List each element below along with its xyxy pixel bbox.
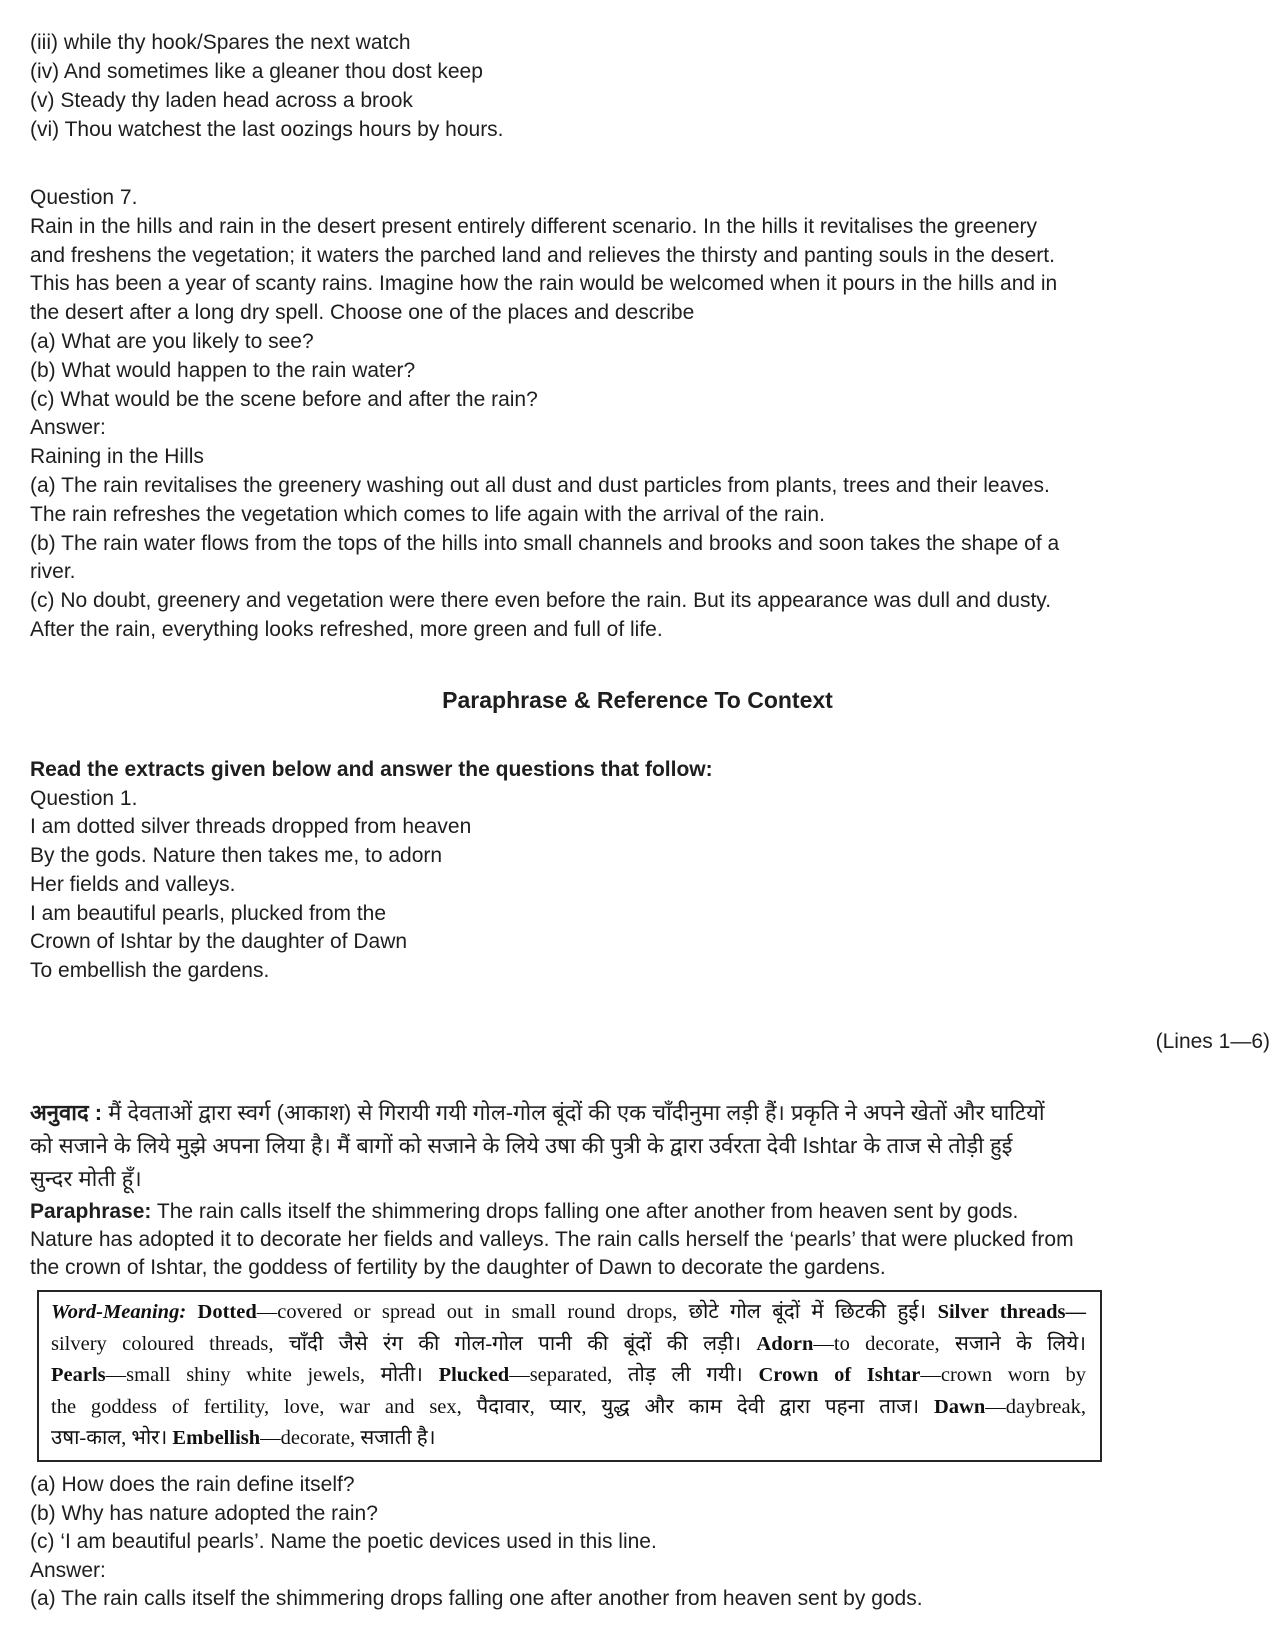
question7-answer-line: (a) The rain revitalises the greenery washing out all dust and dust particles from plants, trees and their leaves.: [30, 473, 1050, 497]
question1-followup-block: [30, 1471, 923, 1614]
word-meaning-text: silvery coloured threads,: [51, 1332, 289, 1355]
paraphrase-line: [30, 1198, 1074, 1226]
quote-line: (vi) Thou watchest the last oozings hours by hours.: [30, 118, 504, 141]
word-meaning-line: [51, 1297, 1086, 1329]
word-meaning-term: Plucked: [438, 1364, 510, 1387]
anuvad-line: [30, 1096, 1045, 1129]
word-meaning-line: [51, 1392, 1086, 1424]
anuvad-label: अनुवाद :: [30, 1100, 103, 1125]
poem-line: To embellish the gardens.: [30, 958, 270, 982]
word-meaning-text: —daybreak,: [985, 1395, 1086, 1418]
anuvad-line: सुन्दर मोती हूँ।: [30, 1166, 142, 1191]
word-meaning-text: —separated,: [509, 1364, 628, 1387]
question7-body-line: Rain in the hills and rain in the desert present entirely different scenario. In the hills it revitalises the greenery: [30, 214, 1037, 238]
question1-subquestions: [30, 1471, 923, 1557]
question7-subquestion: (c) What would be the scene before and after the rain?: [30, 387, 538, 411]
word-meaning-label: Word-Meaning:: [51, 1301, 198, 1323]
word-meaning-term: Crown of Ishtar: [758, 1364, 921, 1387]
question7-body-line: the desert after a long dry spell. Choose one of the places and describe: [30, 301, 695, 325]
question1-subquestion: (c) ‘I am beautiful pearls’. Name the poetic devices used in this line.: [30, 1530, 657, 1553]
word-meaning-text: मोती।: [380, 1364, 439, 1387]
word-meaning-text: छोटे गोल बूंदों में छिटकी हुई।: [688, 1301, 938, 1323]
word-meaning-term: Dotted: [197, 1301, 257, 1323]
word-meaning-term: Silver threads—: [937, 1301, 1086, 1323]
word-meaning-term: Dawn: [933, 1395, 986, 1418]
word-meaning-text: —to decorate,: [813, 1332, 955, 1355]
poem-extract: [30, 813, 713, 985]
anuvad-line: को सजाने के लिये मुझे अपना लिया है। मैं बागों को सजाने के लिये उषा की पुत्री के द्वारा उर्वरता देवी Ishtar के ताज से तोड़ी हुई: [30, 1133, 1013, 1158]
paraphrase-block: [30, 1198, 1074, 1282]
paraphrase-line: the crown of Ishtar, the goddess of fertility by the daughter of Dawn to decorate the gardens.: [30, 1256, 886, 1279]
question7-answer: [30, 472, 1059, 645]
word-meaning-line: [51, 1329, 1086, 1361]
extract-section-block: [30, 756, 713, 986]
paraphrase-label: Paraphrase:: [30, 1200, 152, 1223]
lines-reference: (Lines 1—6): [1155, 1030, 1270, 1053]
poem-line: Her fields and valleys.: [30, 872, 236, 896]
question7-answer-line: After the rain, everything looks refreshed, more green and full of life.: [30, 617, 663, 641]
question7-subquestion: (a) What are you likely to see?: [30, 329, 314, 353]
word-meaning-text: तोड़ ली गयी।: [627, 1364, 759, 1387]
word-meaning-text: —crown worn by: [920, 1364, 1086, 1387]
anuvad-block: [30, 1096, 1045, 1195]
question1-answer-line: (a) The rain calls itself the shimmering drops falling one after another from heaven sent by gods.: [30, 1587, 923, 1610]
word-meaning-text: —small shiny white jewels,: [105, 1364, 381, 1387]
question7-answer-line: river.: [30, 560, 76, 584]
quote-line: (v) Steady thy laden head across a brook: [30, 89, 413, 112]
question7-subquestions: [30, 328, 1059, 414]
anuvad-line1-text: मैं देवताओं द्वारा स्वर्ग (आकाश) से गिरायी गयी गोल-गोल बूंदों की एक चाँदीनुमा लड़ी हैं। प्रकृति ने अपने खेतों और घाटियों: [108, 1100, 1045, 1125]
word-meaning-text: the goddess of fertility, love, war and sex,: [51, 1395, 477, 1418]
extract-quote-block: [30, 28, 504, 144]
question1-subquestion: (b) Why has nature adopted the rain?: [30, 1501, 378, 1525]
word-meaning-term: Adorn: [756, 1332, 814, 1355]
word-meaning-text: —decorate,: [260, 1427, 361, 1450]
poem-line: Crown of Ishtar by the daughter of Dawn: [30, 930, 408, 954]
word-meaning-text: पैदावार, प्यार, युद्ध और काम देवी द्वारा पहना ताज।: [476, 1395, 934, 1418]
quote-line: (iii) while thy hook/Spares the next watch: [30, 31, 411, 54]
question1-answer-label: Answer:: [30, 1558, 106, 1582]
poem-line: I am dotted silver threads dropped from heaven: [30, 815, 472, 839]
poem-line: By the gods. Nature then takes me, to adorn: [30, 844, 443, 868]
question7-label: Question 7.: [30, 186, 138, 209]
word-meaning-line: [51, 1423, 1086, 1455]
word-meaning-text: सजाती है।: [360, 1427, 436, 1450]
question7-answer-title: Raining in the Hills: [30, 445, 204, 469]
word-meaning-text: उषा-काल, भोर।: [51, 1427, 173, 1450]
question1-label: Question 1.: [30, 786, 138, 810]
question7-answer-line: (b) The rain water flows from the tops of the hills into small channels and brooks and soon takes the shape of a: [30, 531, 1060, 555]
word-meaning-text: —covered or spread out in small round drops,: [256, 1301, 689, 1323]
question7-answer-line: (c) No doubt, greenery and vegetation were there even before the rain. But its appearance was dull and dusty.: [30, 589, 1052, 613]
section-heading: Paraphrase & Reference To Context: [442, 687, 833, 713]
question7-answer-label: Answer:: [30, 416, 106, 440]
question7-body-line: and freshens the vegetation; it waters the parched land and relieves the thirsty and panting souls in the desert.: [30, 243, 1055, 267]
poem-line: I am beautiful pearls, plucked from the: [30, 901, 387, 925]
question7-body-line: This has been a year of scanty rains. Imagine how the rain would be welcomed when it pours in the hills and in: [30, 272, 1058, 296]
word-meaning-text: चाँदी जैसे रंग की गोल-गोल पानी की बूंदों की लड़ी।: [288, 1332, 757, 1355]
extract-instruction: Read the extracts given below and answer the questions that follow:: [30, 758, 713, 781]
quote-line: (iv) And sometimes like a gleaner thou dost keep: [30, 60, 483, 83]
question7-block: [30, 184, 1059, 645]
word-meaning-term: Pearls: [51, 1364, 106, 1387]
paraphrase-line1-text: The rain calls itself the shimmering drops falling one after another from heaven sent by gods.: [156, 1200, 1019, 1223]
paraphrase-line: Nature has adopted it to decorate her fields and valleys. The rain calls herself the ‘pearls’ that were plucked from: [30, 1228, 1074, 1251]
word-meaning-text: सजाने के लिये।: [955, 1332, 1086, 1355]
question1-subquestion: (a) How does the rain define itself?: [30, 1473, 355, 1496]
word-meaning-term: Embellish: [172, 1427, 261, 1450]
question7-subquestion: (b) What would happen to the rain water?: [30, 358, 416, 382]
word-meaning-box: [37, 1290, 1102, 1462]
word-meaning-line: [51, 1360, 1086, 1392]
question7-body: [30, 213, 1059, 328]
question7-answer-line: The rain refreshes the vegetation which comes to life again with the arrival of the rain.: [30, 502, 825, 526]
